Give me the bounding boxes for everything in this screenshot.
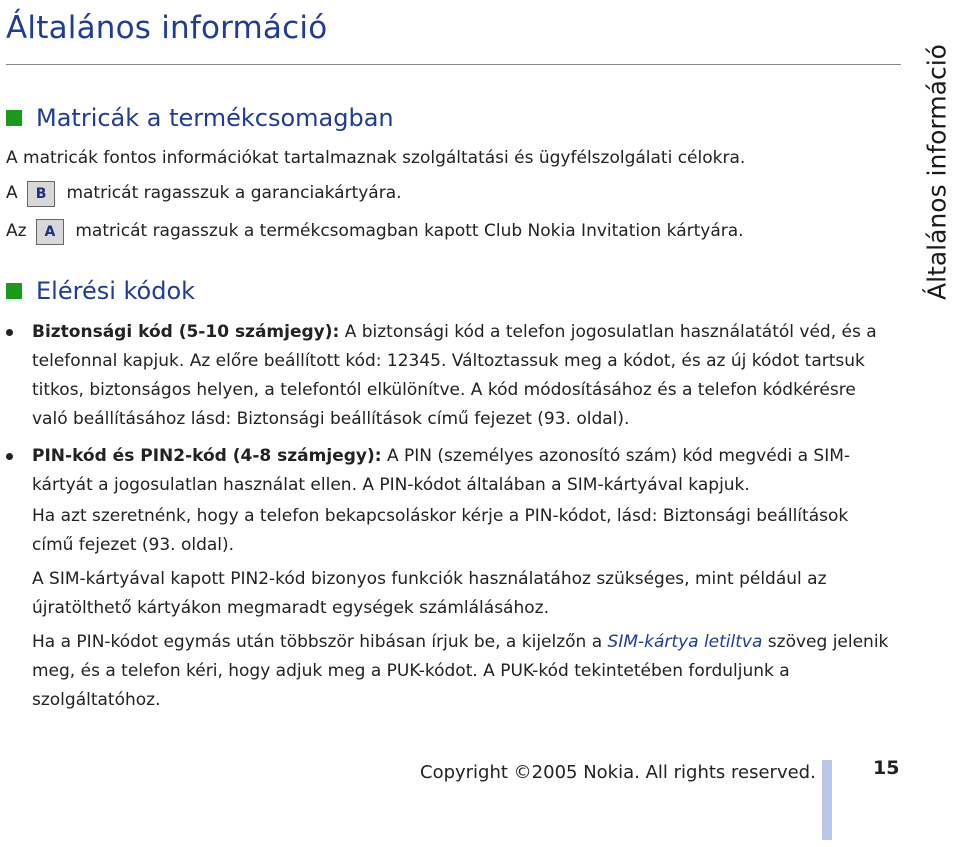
page-number: 15 xyxy=(873,757,900,779)
section-heading-stickers-text: Matricák a termékcsomagban xyxy=(36,104,394,132)
puk-paragraph xyxy=(32,628,892,715)
stickers-line-a xyxy=(6,219,744,241)
pin2-paragraph: A SIM-kártyával kapott PIN2-kód bizonyos funkciók használatához szükséges, mint például az újratölthető kártyákon megmaradt egységek számlálásához. xyxy=(32,569,827,618)
list-item-pin-code xyxy=(6,442,896,500)
sticker-a-icon: A xyxy=(36,219,64,245)
footer-accent-bar xyxy=(822,760,832,840)
sticker-b-icon: B xyxy=(27,181,55,207)
stickers-intro-line: A matricák fontos információkat tartalmaznak szolgáltatási és ügyfélszolgálati célokra. xyxy=(6,148,746,168)
title-divider xyxy=(6,64,901,65)
pin-request-paragraph: Ha azt szeretnénk, hogy a telefon bekapcsoláskor kérje a PIN-kódot, lásd: Biztonsági beállítások című fejezet (93. oldal). xyxy=(32,506,849,555)
side-tab-label: Általános információ xyxy=(922,44,952,300)
puk-text-after: szöveg jelenik meg, és a telefon kéri, hogy adjuk meg a PUK-kódot. A PUK-kód tekintetében forduljunk a szolgáltatóhoz. xyxy=(32,632,889,710)
stickers-line-a-prefix: Az xyxy=(6,221,27,241)
pin-code-term: PIN-kód és PIN2-kód (4-8 számjegy): xyxy=(32,446,382,466)
green-square-icon xyxy=(6,283,22,299)
green-square-icon xyxy=(6,110,22,126)
stickers-line-b xyxy=(6,181,402,203)
list-item-security-code xyxy=(6,318,896,434)
stickers-line-b-prefix: A xyxy=(6,183,18,203)
puk-text-before: Ha a PIN-kódot egymás után többször hibásan írjuk be, a kijelzőn a xyxy=(32,632,608,652)
section-heading-stickers xyxy=(6,104,394,132)
security-code-term: Biztonsági kód (5-10 számjegy): xyxy=(32,322,340,342)
security-code-desc: A biztonsági kód a telefon jogosulatlan használatától véd, és a telefonnal kapjuk. Az előre beállított kód: 12345. Változtassuk meg a kódot, és az új kódot tartsuk titkos, biztonságos helyen, a telefontól elkülönítve. A kód módosításához és a telefon kódkérésre való beállításához lásd: Biztonsági beállítások című fejezet (93. oldal). xyxy=(32,322,877,429)
section-heading-access-codes xyxy=(6,277,195,305)
sim-blocked-message: SIM-kártya letiltva xyxy=(607,632,763,652)
stickers-line-a-text: matricát ragasszuk a termékcsomagban kapott Club Nokia Invitation kártyára. xyxy=(75,221,744,241)
page-title: Általános információ xyxy=(6,10,328,46)
section-heading-access-codes-text: Elérési kódok xyxy=(36,277,196,305)
copyright-notice: Copyright ©2005 Nokia. All rights reserved. xyxy=(420,762,816,783)
access-codes-list xyxy=(6,318,896,500)
stickers-line-b-text: matricát ragasszuk a garanciakártyára. xyxy=(66,183,402,203)
pin-code-desc: A PIN (személyes azonosító szám) kód megvédi a SIM-kártyát a jogosulatlan használat ellen. A PIN-kódot általában a SIM-kártyával kapjuk. xyxy=(32,446,851,495)
